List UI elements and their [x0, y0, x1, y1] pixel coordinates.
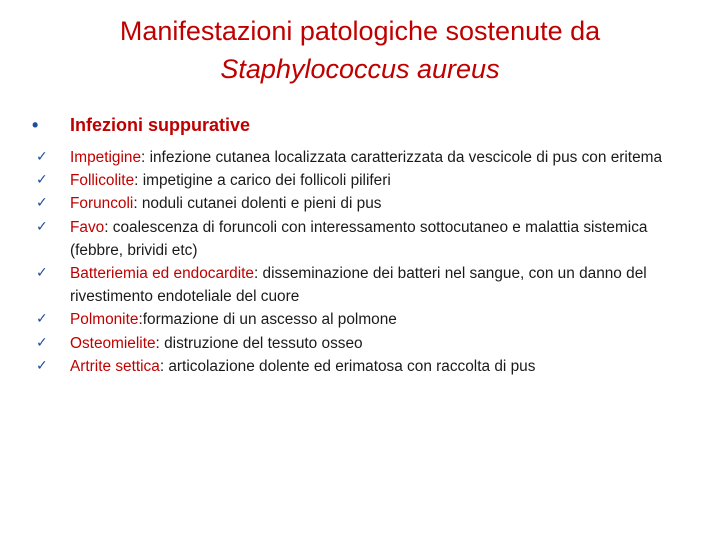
item-description: : infezione cutanea localizzata caratterizzata da vescicole di pus con eritema: [141, 149, 663, 166]
item-term: Osteomielite: [70, 334, 156, 352]
checkmark-icon: ✓: [36, 195, 48, 212]
list-item: [36, 216, 686, 262]
item-term: Favo: [70, 218, 105, 236]
item-term: Polmonite: [70, 311, 139, 329]
list-item: [36, 262, 686, 308]
list-item: [36, 308, 686, 331]
bullet-list: [36, 146, 686, 378]
item-term: Artrite settica: [70, 357, 160, 375]
item-description: : coalescenza di foruncoli con interessamento sottocutaneo e malattia sistemica (febbre, brividi etc): [70, 218, 648, 259]
list-item: [36, 169, 686, 192]
item-description: : disseminazione dei batteri nel sangue, con un danno del rivestimento endoteliale del cuore: [70, 265, 647, 306]
list-item: [36, 146, 686, 169]
checkmark-icon: ✓: [36, 149, 48, 165]
section-heading: [32, 113, 250, 137]
item-description: : noduli cutanei dolenti e pieni di pus: [133, 195, 382, 213]
title-line-1: Manifestazioni patologiche sostenute da: [119, 16, 601, 46]
checkmark-icon: ✓: [36, 311, 48, 328]
list-item: [36, 332, 686, 355]
checkmark-icon: ✓: [36, 334, 48, 351]
item-description: :formazione di un ascesso al polmone: [138, 311, 397, 329]
title-line-2: Staphylococcus aureus: [220, 54, 500, 84]
item-description: : articolazione dolente ed erimatosa con raccolta di pus: [159, 357, 536, 375]
item-term: Impetigine: [70, 149, 142, 166]
item-term: Follicolite: [70, 172, 135, 190]
item-term: Foruncoli: [70, 195, 134, 213]
checkmark-icon: ✓: [36, 172, 48, 189]
section-heading-text: Infezioni suppurative: [70, 115, 251, 135]
list-item: [36, 192, 686, 215]
slide-title: [60, 12, 660, 88]
checkmark-icon: ✓: [36, 265, 48, 282]
bullet-icon: •: [32, 115, 39, 135]
item-description: : impetigine a carico dei follicoli piliferi: [134, 172, 391, 190]
item-term: Batteriemia ed endocardite: [70, 265, 254, 283]
checkmark-icon: ✓: [36, 357, 48, 374]
list-item: [36, 355, 686, 378]
checkmark-icon: ✓: [36, 218, 48, 235]
item-description: : distruzione del tessuto osseo: [155, 334, 363, 352]
